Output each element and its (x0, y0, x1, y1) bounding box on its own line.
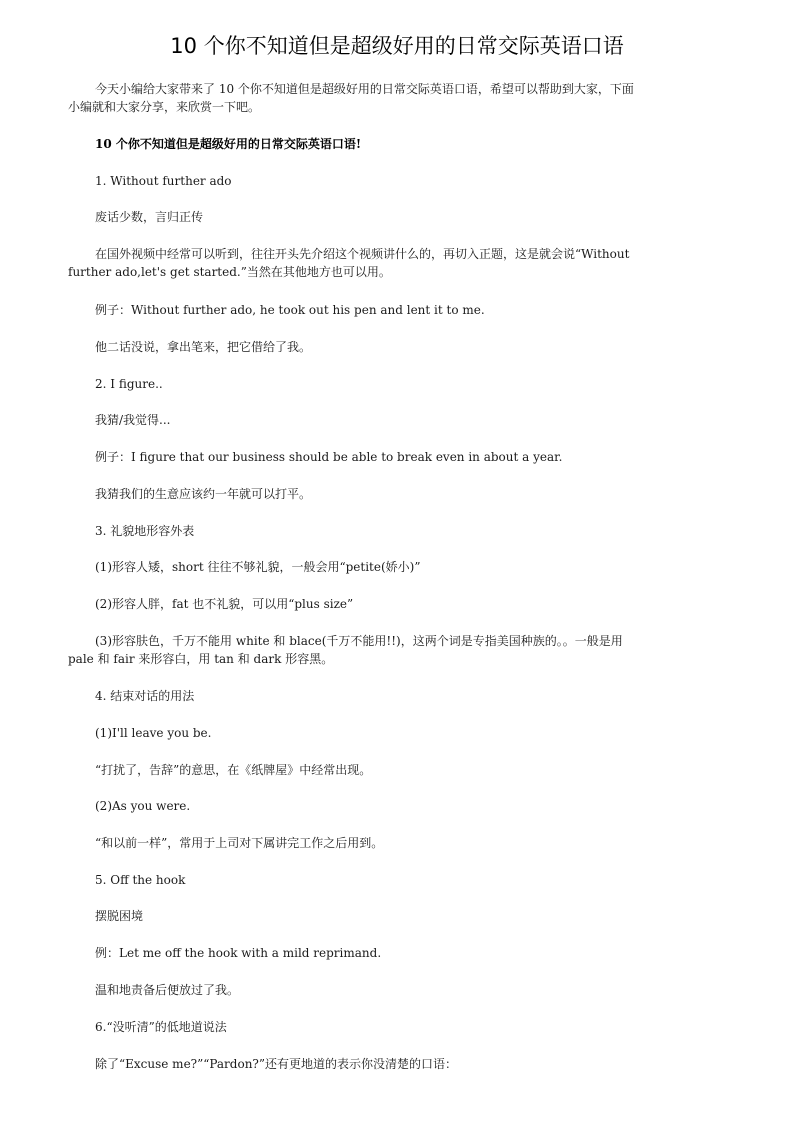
item-translation: 温和地责备后便放过了我。 (95, 983, 240, 997)
item-example: 例：Let me off the hook with a mild reprimand. (95, 946, 382, 960)
section-heading: 10 个你不知道但是超级好用的日常交际英语口语! (95, 137, 362, 151)
item-example: 例子：I figure that our business should be able to break even in about a year. (95, 450, 563, 464)
item-translation: 我猜我们的生意应该约一年就可以打平。 (95, 487, 312, 501)
description-line: further ado,let's get started.”当然在其他地方也可以用。 (68, 265, 391, 279)
item-description (68, 245, 720, 281)
document-title: 10 个你不知道但是超级好用的日常交际英语口语 (170, 34, 624, 58)
item-meaning: 摆脱困境 (95, 909, 144, 923)
item-example: 例子：Without further ado, he took out his pen and lent it to me. (95, 303, 485, 317)
item-description: 除了“Excuse me?”“Pardon?”还有更地道的表示你没清楚的口语： (95, 1057, 457, 1071)
item-point: (1)形容人矮，short 往往不够礼貌，一般会用“petite(娇小)” (95, 560, 421, 574)
intro-paragraph (68, 80, 720, 116)
item-point: (2)As you were. (95, 799, 191, 813)
point-line: pale 和 fair 来形容白，用 tan 和 dark 形容黑。 (68, 652, 334, 666)
item-meaning: 废话少数，言归正传 (95, 210, 204, 224)
intro-line: 今天小编给大家带来了 10 个你不知道但是超级好用的日常交际英语口语，希望可以帮助到大家，下面 (95, 82, 634, 96)
item-point (68, 632, 720, 668)
item-point: (2)形容人胖，fat 也不礼貌，可以用“plus size” (95, 597, 354, 611)
item-heading: 3. 礼貌地形容外表 (95, 524, 195, 538)
intro-line: 小编就和大家分享，来欣赏一下吧。 (68, 100, 261, 114)
item-note: “和以前一样”，常用于上司对下属讲完工作之后用到。 (95, 836, 384, 850)
item-heading: 4. 结束对话的用法 (95, 689, 195, 703)
item-translation: 他二话没说，拿出笔来，把它借给了我。 (95, 340, 312, 354)
item-note: “打扰了，告辞”的意思，在《纸牌屋》中经常出现。 (95, 763, 372, 777)
item-point: (1)I'll leave you be. (95, 726, 212, 740)
item-heading: 6.“没听清”的低地道说法 (95, 1020, 227, 1034)
item-heading: 5. Off the hook (95, 873, 186, 887)
item-heading: 1. Without further ado (95, 174, 232, 188)
item-heading: 2. I figure.. (95, 377, 163, 391)
point-line: (3)形容肤色，千万不能用 white 和 blace(千万不能用!!)，这两个词是专指美国种族的。。一般是用 (95, 634, 623, 648)
description-line: 在国外视频中经常可以听到，往往开头先介绍这个视频讲什么的，再切入正题，这是就会说“Without (95, 247, 630, 261)
item-meaning: 我猜/我觉得... (95, 413, 171, 427)
